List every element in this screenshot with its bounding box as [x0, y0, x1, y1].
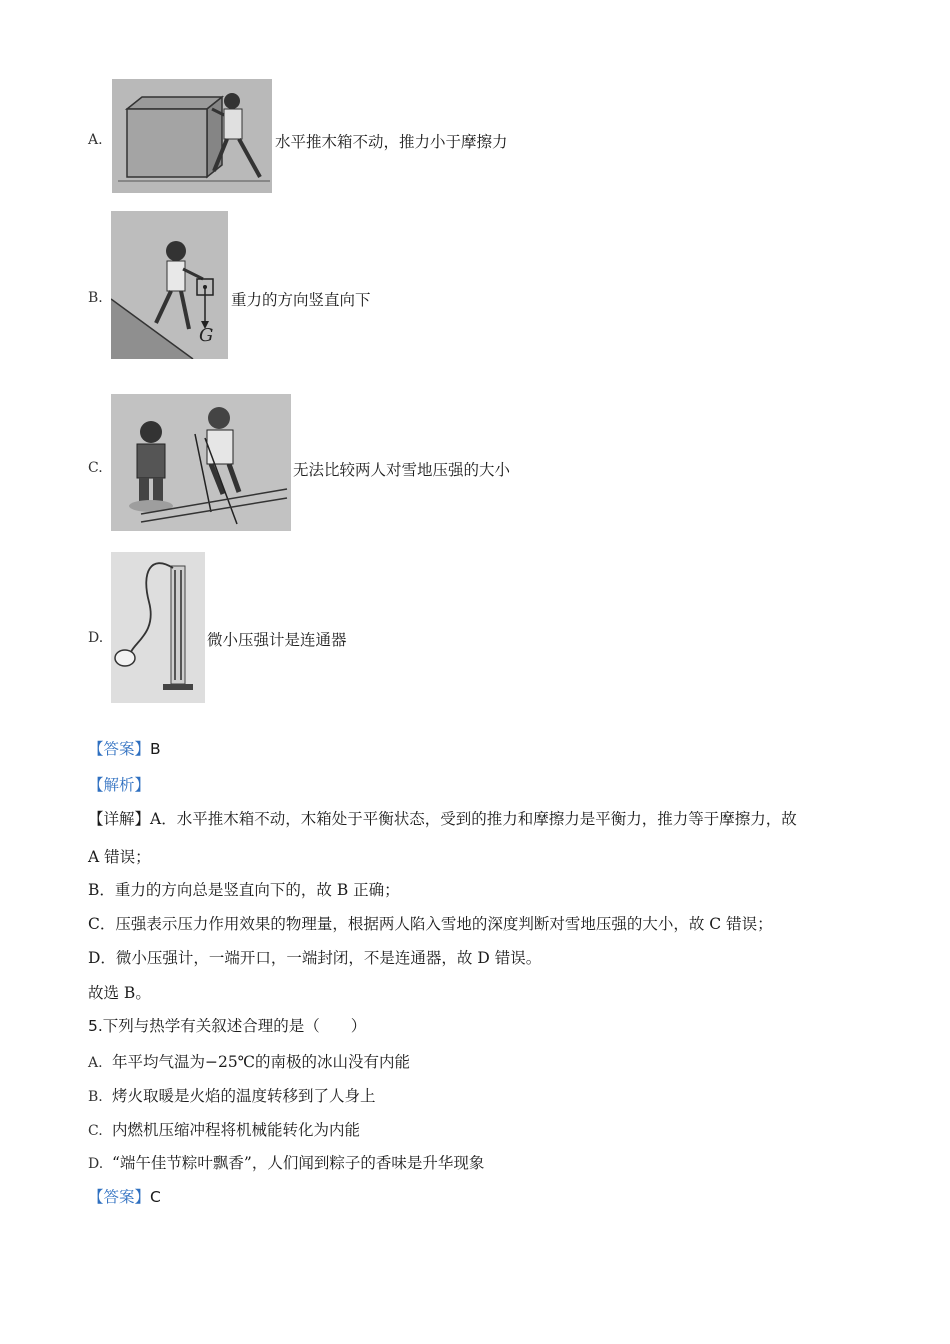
q5-answer-tag: 【答案】 — [88, 1188, 151, 1206]
q5-option-d: D. “端午佳节粽叶飘香”，人们闻到粽子的香味是升华现象 — [88, 1154, 485, 1172]
option-c-letter: C. — [88, 460, 103, 476]
q4-answer-line — [88, 737, 161, 759]
answer-tag: 【答案】 — [88, 740, 151, 758]
people-in-snow-icon — [111, 394, 291, 531]
detail-line-2: A 错误； — [88, 848, 151, 866]
detail-line-3: B．重力的方向总是竖直向下的，故 B 正确； — [88, 881, 400, 899]
option-b-text: 重力的方向竖直向下 — [231, 291, 371, 309]
boy-pushing-box-icon — [112, 79, 272, 193]
option-a-text: 水平推木箱不动，推力小于摩擦力 — [275, 133, 508, 151]
q5-answer-value: C — [150, 1188, 161, 1206]
option-d-text: 微小压强计是连通器 — [207, 631, 347, 649]
detail-line-4: C．压强表示压力作用效果的物理量，根据两人陷入雪地的深度判断对雪地压强的大小，故 C 错误； — [88, 915, 773, 933]
manometer-icon — [111, 552, 205, 703]
gravity-label: G — [199, 325, 214, 346]
option-c-text: 无法比较两人对雪地压强的大小 — [293, 461, 511, 479]
q5-stem: 5.下列与热学有关叙述合理的是（ ） — [88, 1017, 367, 1035]
analysis-tag: 【解析】 — [88, 776, 151, 794]
detail-line-6: 故选 B。 — [88, 984, 151, 1002]
boy-on-slope-gravity-icon — [111, 211, 228, 359]
detail-line-1: 【详解】A．水平推木箱不动，木箱处于平衡状态，受到的推力和摩擦力是平衡力，推力等于摩擦力，故 — [88, 810, 797, 828]
q5-option-b: B. 烤火取暖是火焰的温度转移到了人身上 — [88, 1087, 376, 1105]
q5-answer-line — [88, 1185, 161, 1207]
detail-tag: 【详解】 — [88, 810, 151, 828]
option-b-letter: B. — [88, 290, 103, 306]
option-d-letter: D. — [88, 630, 104, 646]
detail-line-5: D．微小压强计，一端开口，一端封闭，不是连通器，故 D 错误。 — [88, 949, 542, 967]
q5-option-a: A. 年平均气温为−25℃的南极的冰山没有内能 — [88, 1053, 411, 1071]
answer-value: B — [150, 740, 161, 758]
option-a-letter: A. — [88, 132, 103, 148]
q5-option-c: C. 内燃机压缩冲程将机械能转化为内能 — [88, 1121, 361, 1139]
